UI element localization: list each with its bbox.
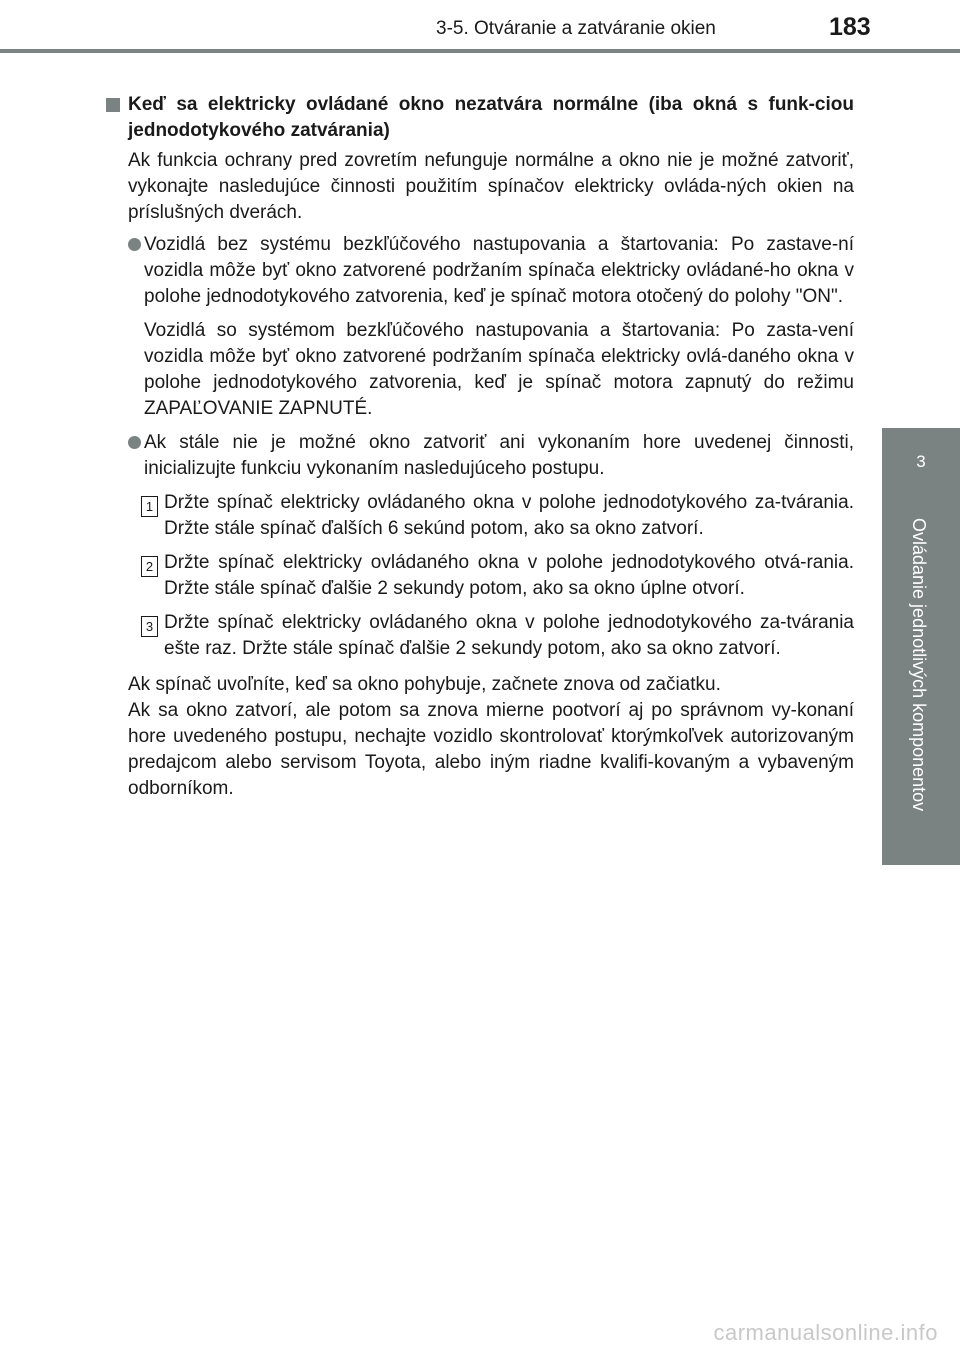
section-title: 3-5. Otváranie a zatváranie okien xyxy=(436,18,716,39)
step-text: Držte spínač elektricky ovládaného okna v polohe jednodotykového otvá-rania. Držte stále spínač ďalšie 2 sekundy potom, ako sa okno úplne otvorí. xyxy=(164,552,854,599)
closing-paragraph: Ak spínač uvoľníte, keď sa okno pohybuje, začnete znova od začiatku. xyxy=(128,674,721,695)
watermark: carmanualsonline.info xyxy=(713,1320,938,1345)
bullet-paragraph: Vozidlá bez systému bezkľúčového nastupovania a štartovania: Po zastave-ní vozidla môže byť okno zatvorené podržaním spínača elektricky ovládané-ho okna v polohe jednodotykového zatvorenia, keď je spínač motora otočený do polohy "ON". xyxy=(144,234,854,307)
section-heading xyxy=(106,92,854,144)
circle-bullet-icon xyxy=(128,238,141,251)
step-item xyxy=(145,490,854,542)
step-item xyxy=(145,550,854,602)
closing-paragraph: Ak sa okno zatvorí, ale potom sa znova mierne pootvorí aj po správnom vy-konaní hore uvedeného postupu, nechajte vozidlo skontrolovať ktorýmkoľvek autorizovaným predajcom alebo servisom Toyota, alebo iným riadne kvalifi-kovaným a vybaveným odborníkom. xyxy=(128,700,854,799)
chapter-number: 3 xyxy=(916,452,926,471)
step-number-badge: 1 xyxy=(141,496,158,517)
header-divider xyxy=(0,49,960,53)
bullet-item xyxy=(128,430,854,482)
section-heading-text: Keď sa elektricky ovládané okno nezatvára normálne (iba okná s funk-ciou jednodotykového zatvárania) xyxy=(128,94,854,141)
step-number-badge: 2 xyxy=(141,556,158,577)
step-text: Držte spínač elektricky ovládaného okna v polohe jednodotykového za-tvárania ešte raz. Držte stále spínač ďalšie 2 sekundy potom, ako sa okno zatvorí. xyxy=(164,612,854,659)
bullet-item xyxy=(128,232,854,422)
step-text: Držte spínač elektricky ovládaného okna v polohe jednodotykového za-tvárania. Držte stále spínač ďalších 6 sekúnd potom, ako sa okno zatvorí. xyxy=(164,492,854,539)
main-content xyxy=(106,92,854,802)
intro-paragraph: Ak funkcia ochrany pred zovretím nefunguje normálne a okno nie je možné zatvoriť, vykonajte nasledujúce činnosti použitím spínačov elektricky ovláda-ných okien na príslušných dverách. xyxy=(128,150,854,223)
page-number: 183 xyxy=(829,13,871,41)
circle-bullet-icon xyxy=(128,436,141,449)
chapter-title: Ovládanie jednotlivých komponentov xyxy=(909,518,929,812)
bullet-paragraph: Vozidlá so systémom bezkľúčového nastupovania a štartovania: Po zasta-vení vozidla môže byť okno zatvorené podržaním spínača elektricky ovlá-daného okna v polohe jednodotykového zatvorenia, keď je spínač motora zapnutý do režimu ZAPAĽOVANIE ZAPNUTÉ. xyxy=(144,320,854,419)
step-item xyxy=(145,610,854,662)
square-bullet-icon xyxy=(106,98,120,112)
bullet-paragraph: Ak stále nie je možné okno zatvoriť ani vykonaním hore uvedenej činnosti, inicializujte funkciu vykonaním nasledujúceho postupu. xyxy=(144,432,854,479)
step-number-badge: 3 xyxy=(141,616,158,637)
closing-notes xyxy=(128,672,854,802)
